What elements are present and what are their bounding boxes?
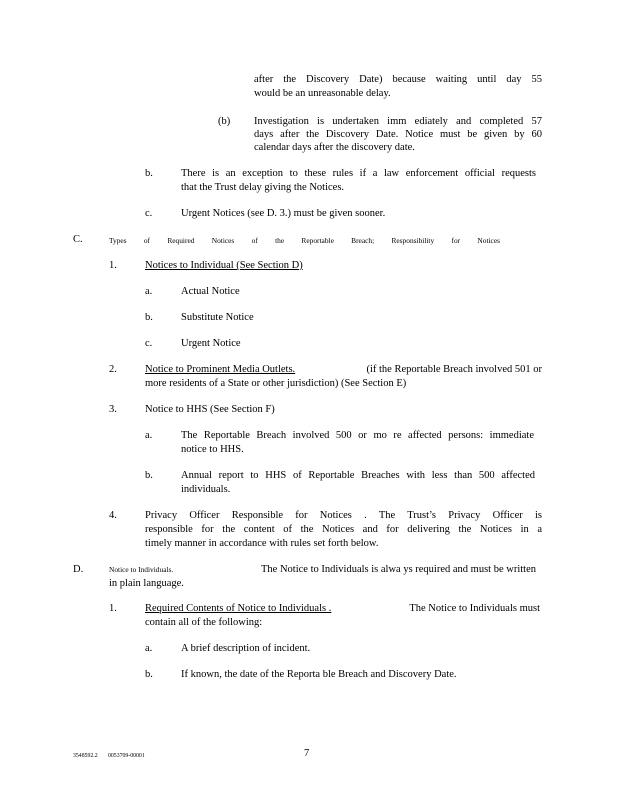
- d1b-marker: b.: [145, 669, 153, 680]
- d1-line-1-rest: The Notice to Individuals must: [409, 603, 540, 614]
- item-b-marker: b.: [145, 168, 153, 179]
- d1-marker: 1.: [109, 603, 117, 614]
- section-d-heading: Notice to Individuals.: [109, 565, 174, 574]
- c1-label: Notices to Individual (See Section D): [145, 260, 303, 271]
- c1a-text: Actual Notice: [181, 286, 240, 297]
- d1-line-2: contain all of the following:: [145, 617, 263, 628]
- page-number: 7: [304, 748, 310, 759]
- c3b-line-2: individuals.: [181, 484, 231, 495]
- c4-line-2: responsible for the content of the Notices and for delivering the Notices in a: [145, 524, 542, 535]
- section-d-line-1-rest: The Notice to Individuals is alwa ys required and must be written: [261, 564, 536, 575]
- c2-line-1: [145, 363, 542, 376]
- continuation-line-2: would be an unreasonable delay.: [254, 88, 391, 99]
- c3a-line-2: notice to HHS.: [181, 444, 244, 455]
- c2-label: Notice to Prominent Media Outlets.: [145, 364, 296, 375]
- item-c-marker: c.: [145, 208, 153, 219]
- c1b-text: Substitute Notice: [181, 312, 254, 323]
- d1-label: Required Contents of Notice to Individuals .: [145, 603, 332, 614]
- c1-marker: 1.: [109, 260, 117, 271]
- c2-line-2: more residents of a State or other jurisdiction) (See Section E): [145, 378, 407, 389]
- c1c-marker: c.: [145, 338, 153, 349]
- c4-line-1: Privacy Officer Responsible for Notices . The Trust’s Privacy Officer is: [145, 510, 542, 521]
- c4-line-3: timely manner in accordance with rules set forth below.: [145, 538, 379, 549]
- section-d-line-1: [109, 563, 536, 576]
- d1b-text: If known, the date of the Reporta ble Breach and Discovery Date.: [181, 669, 457, 680]
- section-c-marker: C.: [73, 234, 83, 245]
- subitem-b-line-3: calendar days after the discovery date.: [254, 142, 415, 153]
- c3b-line-1: Annual report to HHS of Reportable Breaches with less than 500 affected: [181, 470, 535, 481]
- subitem-b-line-1: Investigation is undertaken imm ediately and completed 57: [254, 116, 542, 127]
- item-b-line-2: that the Trust delay giving the Notices.: [181, 182, 345, 193]
- item-c-text: Urgent Notices (see D. 3.) must be given sooner.: [181, 208, 386, 219]
- c2-marker: 2.: [109, 364, 117, 375]
- section-d-marker: D.: [73, 564, 84, 575]
- item-b-line-1: There is an exception to these rules if a law enforcement official requests: [181, 168, 536, 179]
- c3a-marker: a.: [145, 430, 153, 441]
- c3b-marker: b.: [145, 470, 153, 481]
- d1a-text: A brief description of incident.: [181, 643, 311, 654]
- c3-label: Notice to HHS (See Section F): [145, 404, 275, 415]
- c3-marker: 3.: [109, 404, 117, 415]
- subitem-b-line-2: days after the Discovery Date. Notice must be given by 60: [254, 129, 542, 140]
- footer-doc-id: 3548592.2: [73, 753, 98, 759]
- c1b-marker: b.: [145, 312, 153, 323]
- c3a-line-1: The Reportable Breach involved 500 or mo re affected persons: immediate: [181, 430, 534, 441]
- subitem-marker: (b): [218, 116, 231, 127]
- c1a-marker: a.: [145, 286, 153, 297]
- c2-line-1-rest: (if the Reportable Breach involved 501 or: [366, 364, 542, 375]
- continuation-line-1: after the Discovery Date) because waiting until day 55: [254, 74, 542, 85]
- footer-matter-number: 0053709-00001: [108, 753, 145, 759]
- section-c-heading: Types of Required Notices of the Reportable Breach; Responsibility for Notices: [109, 236, 500, 245]
- c1c-text: Urgent Notice: [181, 338, 241, 349]
- d1a-marker: a.: [145, 643, 153, 654]
- d1-line-1: [145, 602, 540, 615]
- c4-marker: 4.: [109, 510, 117, 521]
- section-d-line-2: in plain language.: [109, 578, 184, 589]
